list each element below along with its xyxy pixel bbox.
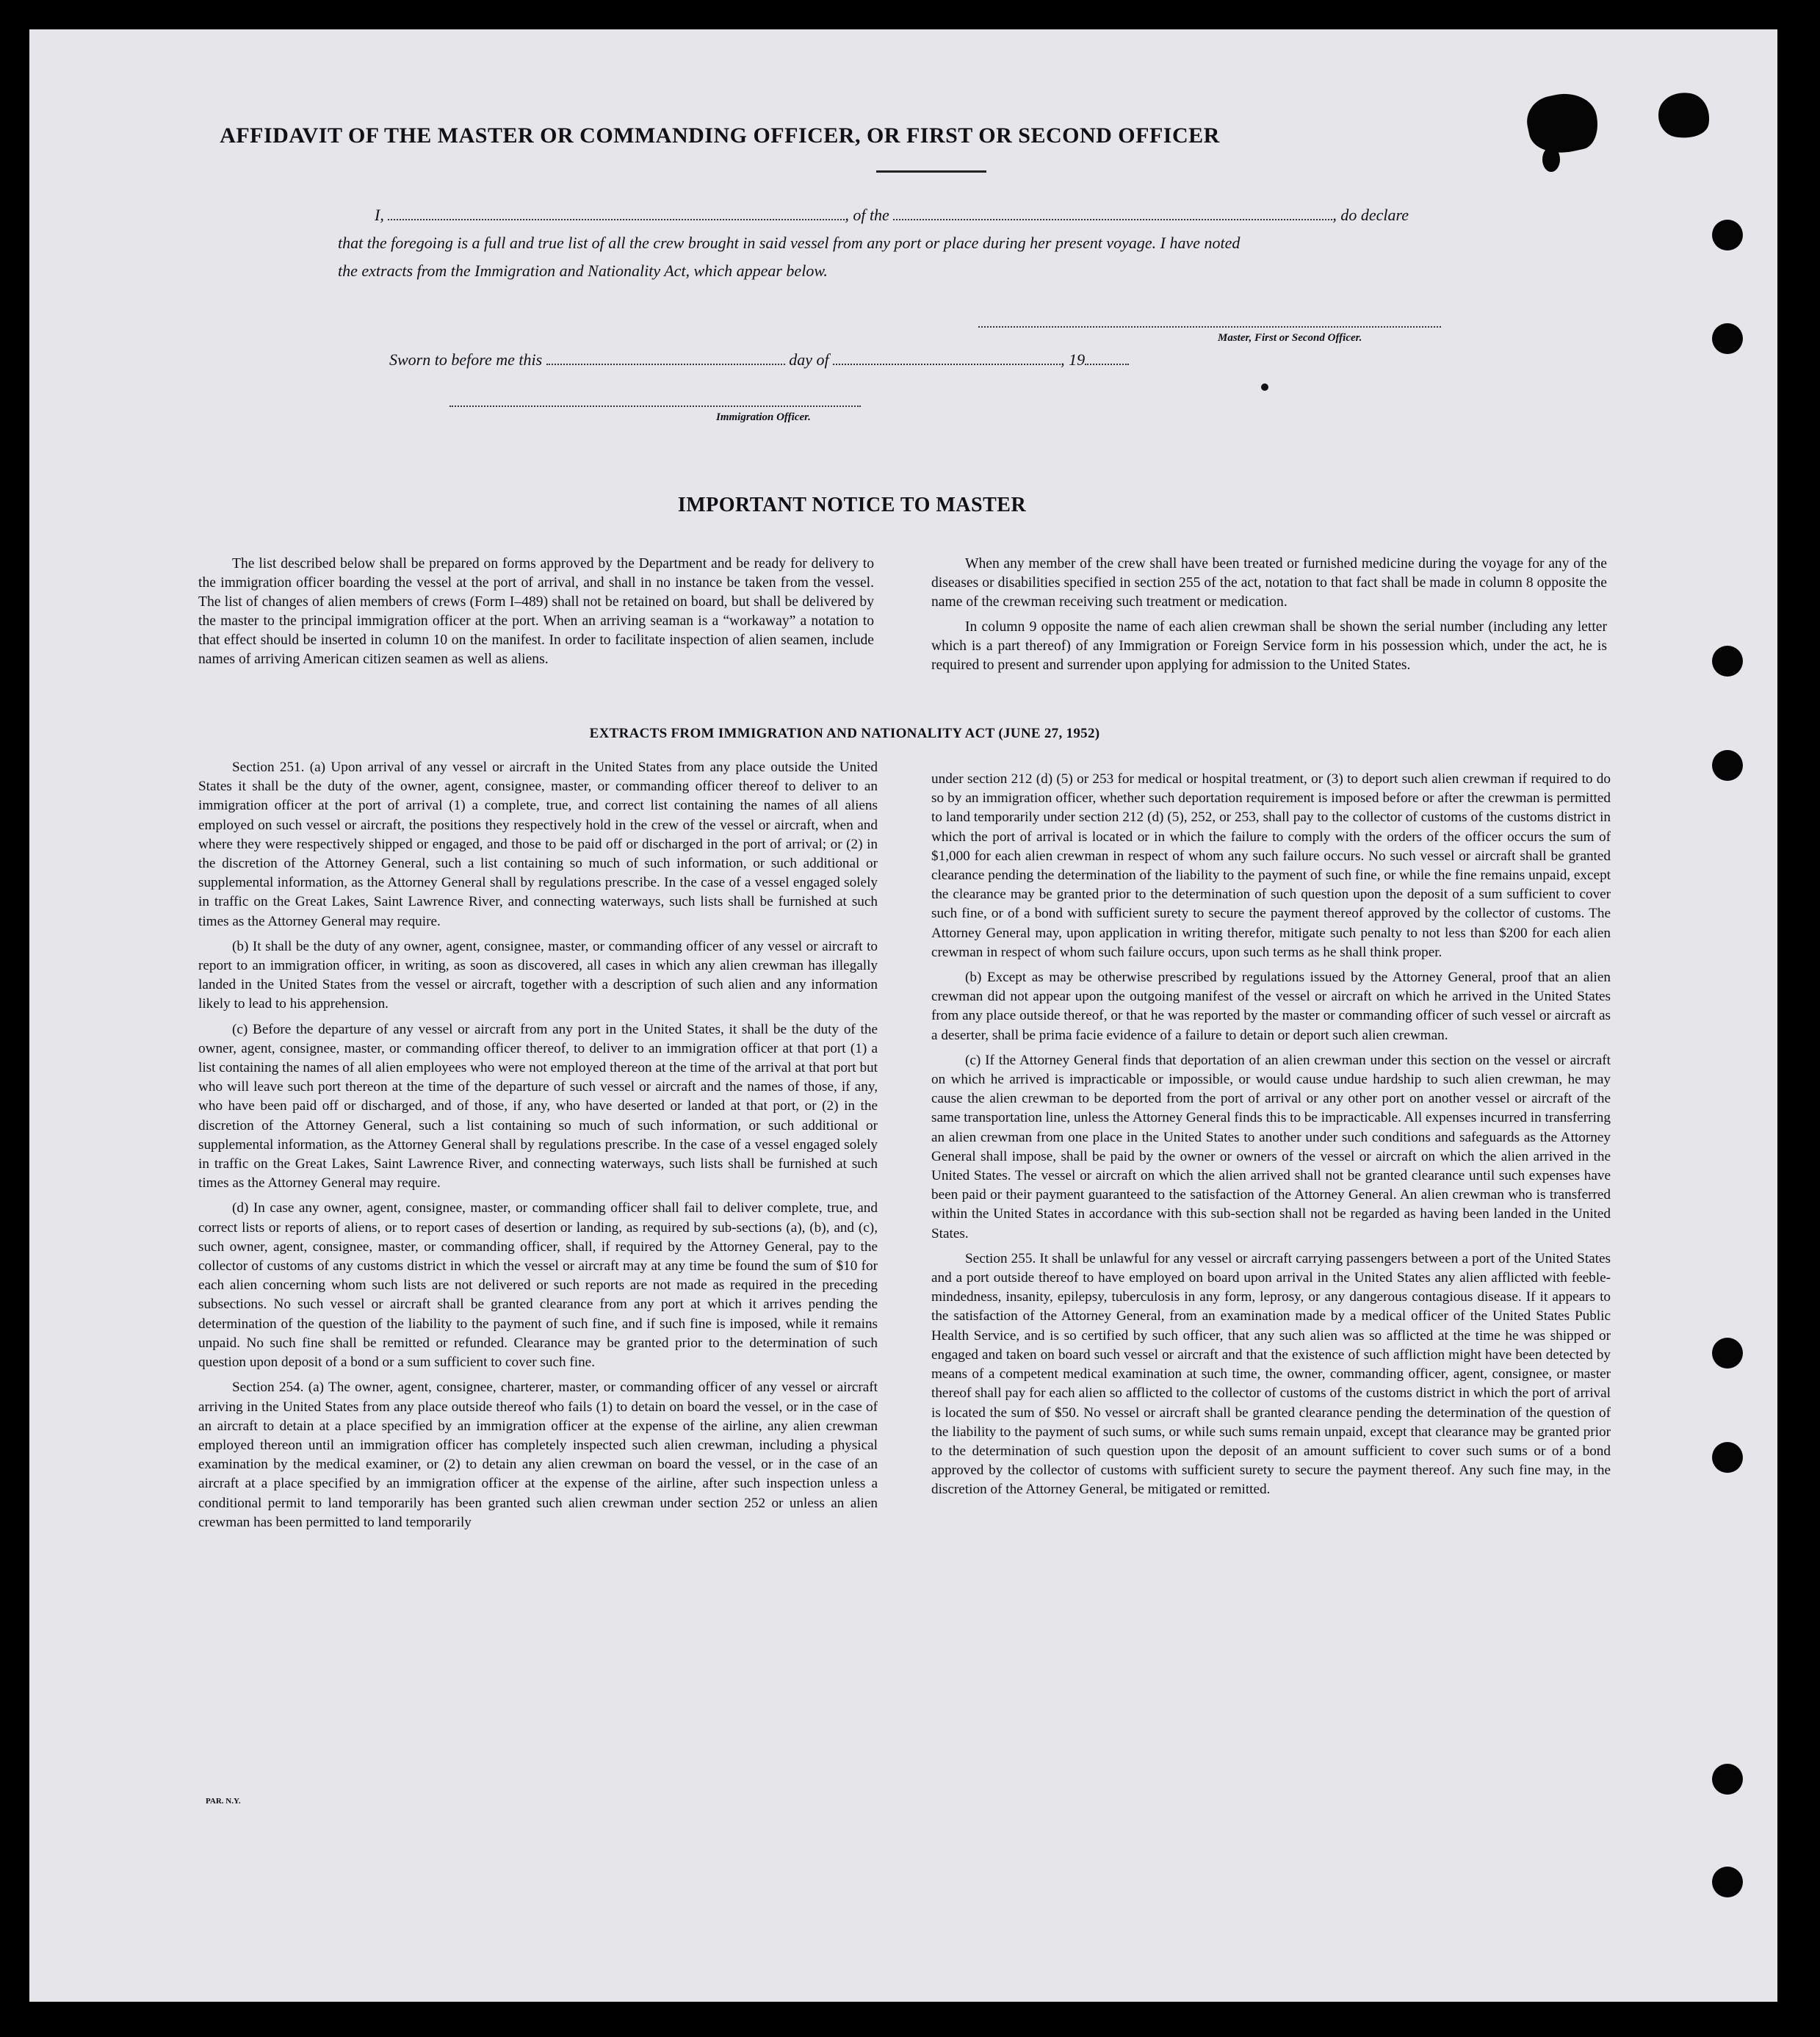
punch-hole [1712, 220, 1743, 250]
do-declare-label: , do declare [1332, 206, 1409, 224]
month-field[interactable] [833, 350, 1061, 365]
ink-blot [1523, 87, 1603, 159]
of-the-label: , of the [845, 206, 889, 224]
section-251-b: (b) It shall be the duty of any owner, agent, consignee, master, or commanding officer of any vessel or aircraft to report to an immigration officer, in writing, as soon as discovered, all cases in which any alien crewman has illegally landed in the United States from the vessel or aircraft, together with a description of such alien and any information likely to lead to his apprehension. [198, 938, 878, 1012]
section-254-b: (b) Except as may be otherwise prescribed by regulations issued by the Attorney General, proof that an alien crewman did not appear upon the outgoing manifest of the vessel or aircraft on which he arrived in the United States from any place outside thereof, or that he was reported by the master or commanding officer of such vessel or aircraft as a deserter, shall be prima facie evidence of a failure to detain or deport such alien crewman. [931, 970, 1611, 1043]
notice-title: IMPORTANT NOTICE TO MASTER [677, 494, 1027, 516]
sworn-line [389, 350, 1129, 369]
title-divider [876, 170, 986, 173]
punch-hole [1712, 323, 1743, 354]
section-254-a-continued: under section 212 (d) (5) or 253 for medical or hospital treatment, or (3) to deport such alien crewman if required to do so by an immigration officer, whether such deportation requirement is imposed before or after the crewman is permitted to land temporarily under section 212 (d) (5), 252, or 253, shall pay to the collector of customs of the customs district in which the port of arrival is located or in which the failure to comply with the orders of the officer occurs the sum of $1,000 for each alien crewman in respect of whom any such failure occurs. No such vessel or aircraft shall be granted clearance pending the determination of the liability to the payment of such fine, or while the fine remains unpaid, except the clearance may be granted prior to the determination of such question upon the deposit of a sum sufficient to cover such fine, or of a bond with sufficient surety to secure the payment thereof approved by the collector of customs. The Attorney General may, upon application in writing therefor, mitigate such penalty to not less than $200 for each alien crewman in respect of whom such failure occurs, upon such terms as he shall think proper. [931, 771, 1611, 960]
ink-blot [1542, 147, 1560, 172]
notice-right-column [931, 555, 1607, 681]
printer-mark: PAR. N.Y. [206, 1797, 241, 1806]
master-signature-label: Master, First or Second Officer. [1218, 332, 1362, 344]
section-251-c: (c) Before the departure of any vessel or aircraft from any port in the United States, it shall be the duty of the owner, agent, consignee, master, or commanding officer thereof, to deliver to an immigration officer at that port (1) a list containing the names of all alien employees who were not employed thereon at the time of the arrival at that port but who will leave such port thereon at the time of the departure of such vessel or aircraft and the names of those, if any, who have been paid off or discharged, and of those, if any, who have deserted or landed at that port, or (2) in the discretion of the Attorney General, such a list containing so much of such information, or such additional or supplemental information, as the Attorney General shall by regulations prescribe. In the case of a vessel engaged solely in traffic on the Great Lakes, Saint Lawrence River, and connecting waterways, such lists shall be furnished at such times as the Attorney General may require. [198, 1021, 878, 1191]
vessel-field[interactable] [893, 206, 1332, 220]
punch-hole [1712, 646, 1743, 677]
master-signature-line[interactable] [978, 326, 1441, 328]
punch-hole [1712, 1867, 1743, 1897]
punch-hole [1712, 1442, 1743, 1473]
affidavit-title: AFFIDAVIT OF THE MASTER OR COMMANDING OFFICER, OR FIRST OR SECOND OFFICER [220, 123, 1220, 148]
officer-signature-line[interactable] [449, 405, 861, 407]
notice-paragraph: The list described below shall be prepared on forms approved by the Department and be ready for delivery to the immigration officer boarding the vessel at the port of arrival, and shall in no instance be taken from the vessel. The list of changes of alien members of crews (Form I–489) shall not be retained on board, but shall be delivered by the master to the principal immigration officer at the port. When an arriving seaman is a “workaway” a notation to that effect should be inserted in column 10 on the manifest. In order to facilitate inspection of alien seamen, include names of arriving American citizen seamen as well as aliens. [198, 556, 874, 667]
section-254-c: (c) If the Attorney General finds that deportation of an alien crewman under this section on the vessel or aircraft on which he arrived is impracticable or impossible, or would cause undue hardship to such alien crewman, he may cause the alien crewman to be deported from the port of arrival or any other port on another vessel or aircraft of the same transportation line, unless the Attorney General finds this to be impracticable. All expenses incurred in transferring an alien crewman from one place in the United States to another under such conditions and safeguards as the Attorney General shall impose, shall be paid by the owner or owners of the vessel or aircraft on which the alien arrived in the United States. The vessel or aircraft on which the alien arrived shall not be granted clearance until such expenses have been paid or their payment guaranteed to the satisfaction of the Attorney General. An alien crewman who is transferred within the United States in accordance with this sub-section shall not be regarded as having been landed in the United States. [931, 1052, 1611, 1241]
name-field[interactable] [388, 206, 845, 220]
document-page [29, 29, 1777, 2002]
extracts-left-column [198, 758, 878, 1538]
notice-left-column [198, 555, 874, 675]
sworn-label: Sworn to before me this [389, 350, 543, 369]
ink-blot [1655, 88, 1714, 142]
stray-dot [1261, 383, 1268, 391]
day-of-label: day of [789, 350, 829, 369]
declaration-text-line-1: that the foregoing is a full and true list of all the crew brought in said vessel from any port or place during her present voyage. I have noted [338, 234, 1241, 252]
declaration-text-line-2: the extracts from the Immigration and Nationality Act, which appear below. [338, 262, 828, 280]
year-label: , 19 [1061, 350, 1086, 369]
punch-hole [1712, 1764, 1743, 1795]
notice-paragraph: In column 9 opposite the name of each alien crewman shall be shown the serial number (including any letter which is a part thereof) of any Immigration or Foreign Service form in his possession which, under the act, he is required to present and surrender upon applying for admission to the United States. [931, 619, 1607, 673]
section-255: Section 255. It shall be unlawful for any vessel or aircraft carrying passengers between a port of the United States and a port outside thereof to have employed on board upon arrival in the United States any alien afflicted with feeble-mindedness, insanity, epilepsy, tuberculosis in any form, leprosy, or any dangerous contagious disease. If it appears to the satisfaction of the Attorney General, from an examination made by a medical officer of the United States Public Health Service, and is so certified by such officer, that any such alien was so afflicted at the time he was shipped or engaged and taken on board such vessel or aircraft and that the existence of such affliction might have been detected by means of a competent medical examination at such time, the owner, commanding officer, agent, consignee, or master thereof shall pay for each alien so afflicted to the collector of customs of the customs district in which the port of arrival is located the sum of $50. No vessel or aircraft shall be granted clearance pending the determination of the question of the liability to the payment of such sums, or while such sums remain unpaid, except that clearance may be granted prior to the determination of such question upon the deposit of an amount sufficient to cover such sums or of a bond approved by the collector of customs with sufficient surety to secure the payment thereof. Any such fine may, in the discretion of the Attorney General, be mitigated or remitted. [931, 1250, 1611, 1498]
officer-signature-label: Immigration Officer. [716, 411, 811, 423]
punch-hole [1712, 750, 1743, 781]
punch-hole [1712, 1338, 1743, 1369]
extracts-title: EXTRACTS FROM IMMIGRATION AND NATIONALITY ACT (JUNE 27, 1952) [589, 726, 1100, 741]
day-field[interactable] [546, 350, 785, 365]
extracts-right-column [931, 770, 1611, 1506]
section-251-a: Section 251. (a) Upon arrival of any vessel or aircraft in the United States from any place outside the United States it shall be the duty of the owner, agent, consignee, master, or commanding officer thereof to deliver to an immigration officer at the port of arrival (1) a complete, true, and correct list containing the names of all aliens employed on such vessel or aircraft, the positions they respectively hold in the crew of the vessel or aircraft, when and where they were respectively shipped or engaged, and those to be paid off or discharged in the port of arrival; or (2) in the discretion of the Attorney General, such a list containing so much of such information, or such additional or supplemental information, as the Attorney General shall by regulations prescribe. In the case of a vessel engaged solely in traffic on the Great Lakes, Saint Lawrence River, and connecting waterways, such lists shall be furnished at such times as the Attorney General may require. [198, 760, 878, 929]
section-254-a: Section 254. (a) The owner, agent, consignee, charterer, master, or commanding officer of any vessel or aircraft arriving in the United States from any place outside thereof who fails (1) to detain on board the vessel, or in the case of an aircraft to detain at a place specified by an immigration officer at the expense of the airline, any alien crewman employed thereon until an immigration officer has completely inspected such alien crewman, including a physical examination by the medical examiner, or (2) to detain any alien crewman on board the vessel, or in the case of an aircraft at a place specified by an immigration officer at the expense of the airline, after such inspection unless a conditional permit to land temporarily has been granted such alien crewman under section 252 or unless an alien crewman has been permitted to land temporarily [198, 1380, 878, 1530]
year-field[interactable] [1085, 350, 1129, 365]
i-label: I, [375, 206, 384, 224]
notice-paragraph: When any member of the crew shall have been treated or furnished medicine during the voyage for any of the diseases or disabilities specified in section 255 of the act, notation to that fact shall be made in column 8 opposite the name of the crewman receiving such treatment or medication. [931, 556, 1607, 610]
section-251-d: (d) In case any owner, agent, consignee, master, or commanding officer shall fail to deliver complete, true, and correct lists or reports of aliens, or to report cases of desertion or landing, as required by sub-sections (a), (b), and (c), such owner, agent, consignee, master, or commanding officer, shall, if required by the Attorney General, pay to the collector of customs of any customs district in which the vessel or aircraft may at any time be found the sum of $10 for each alien concerning whom such lists are not delivered or such reports are not made as required in the preceding subsections. No such vessel or aircraft shall be granted clearance from any port at which it arrives pending the determination of the question of the liability to the payment of such fine, and if such fine is imposed, while it remains unpaid. No such fine shall be remitted or refunded. Clearance may be granted prior to the determination of such question upon deposit of a bond or a sum sufficient to cover such fine. [198, 1200, 878, 1371]
declaration-line [375, 206, 1409, 225]
